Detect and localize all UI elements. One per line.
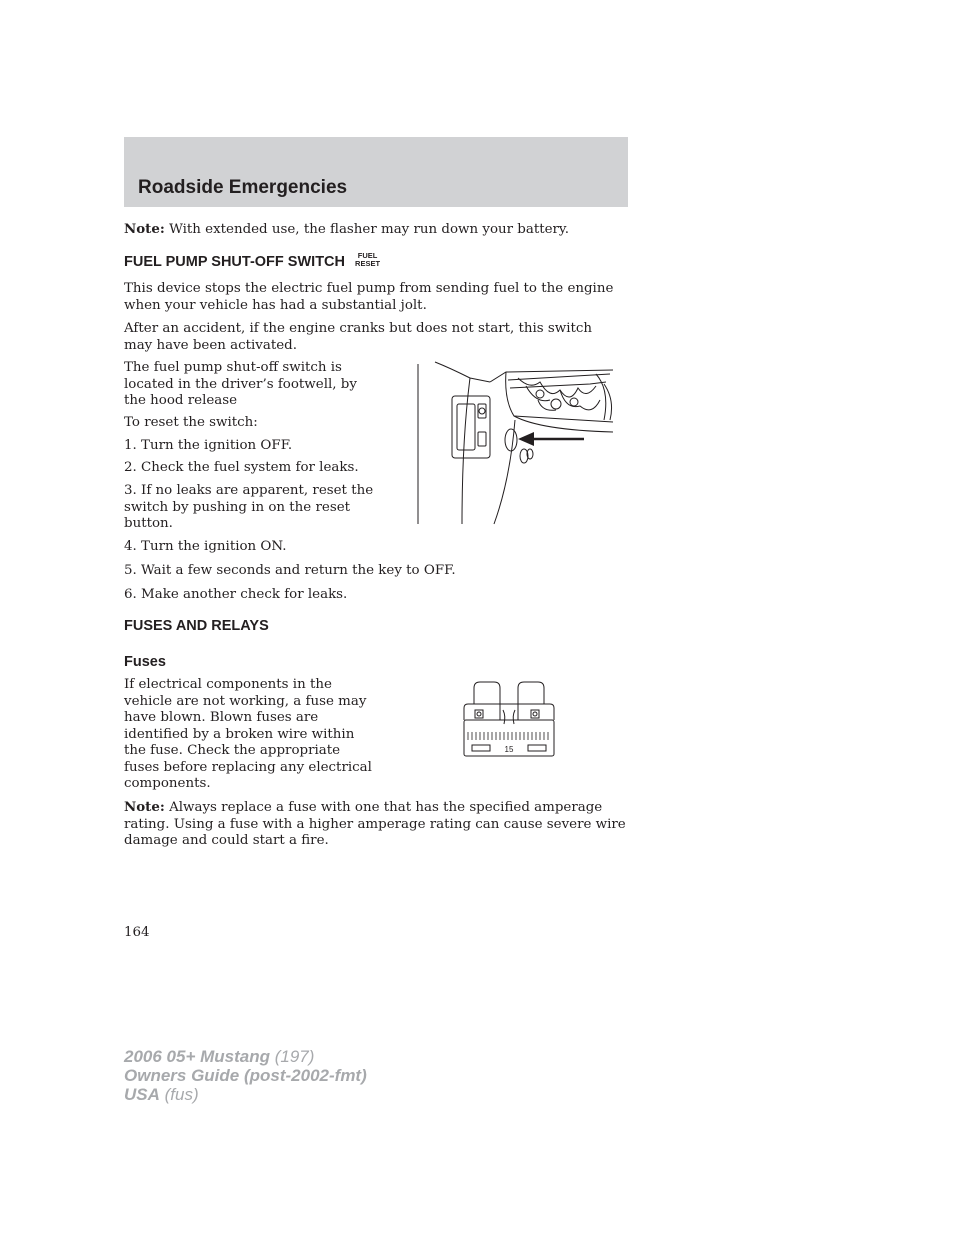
footer-model-code: (197): [270, 1047, 315, 1066]
reset-step-1: 1. Turn the ignition OFF.: [124, 438, 293, 453]
fuse-note-label: Note:: [124, 799, 165, 815]
fuel-pump-heading: [124, 251, 381, 270]
footer-line-2: [124, 1066, 367, 1085]
fuse-note-text: Always replace a fuse with one that has the specified amperage rating. Using a fuse with a higher amperage rating can cause severe wire damage and could start a fire.: [124, 800, 626, 848]
reset-step-5: 5. Wait a few seconds and return the key to OFF.: [124, 563, 456, 578]
section-title: Roadside Emergencies: [138, 177, 348, 198]
note-fuse: [124, 799, 628, 850]
fuse-illustration: [462, 680, 556, 759]
reset-step-6: 6. Make another check for leaks.: [124, 587, 348, 602]
reset-step-3: 3. If no leaks are apparent, reset the switch by pushing in on the reset button.: [124, 483, 374, 531]
fuses-relays-heading: FUSES AND RELAYS: [124, 618, 269, 634]
note-text: With extended use, the flasher may run down your battery.: [164, 222, 569, 237]
footer-market-code: (fus): [159, 1085, 199, 1104]
fuel-pump-location: The fuel pump shut-off switch is located in the driver’s footwell, by the hood release: [124, 360, 357, 408]
reset-step-2: 2. Check the fuel system for leaks.: [124, 460, 359, 475]
fuel-reset-icon-line2: RESET: [355, 259, 381, 269]
fuel-reset-icon: [355, 252, 380, 268]
fuel-pump-para2: After an accident, if the engine cranks but does not start, this switch may have been activated.: [124, 321, 593, 353]
footer-guide: Owners Guide (post-2002-fmt): [124, 1066, 367, 1085]
footer-line-1: [124, 1047, 367, 1066]
reset-step-4: 4. Turn the ignition ON.: [124, 539, 287, 554]
fuel-reset-icon-line1: FUEL: [357, 251, 378, 261]
document-footer: [124, 1047, 367, 1104]
note-flasher: [124, 221, 628, 239]
fuel-pump-heading-text: FUEL PUMP SHUT-OFF SWITCH: [124, 254, 345, 270]
section-header-band: [124, 137, 628, 207]
footer-market: USA: [124, 1085, 160, 1104]
fuel-pump-para1: This device stops the electric fuel pump from sending fuel to the engine when your vehicle has had a substantial jolt.: [124, 281, 614, 313]
reset-intro: To reset the switch:: [124, 415, 258, 430]
fuel-pump-switch-illustration: [410, 360, 615, 528]
page-number: 164: [124, 925, 150, 940]
fuses-subheading: Fuses: [124, 654, 166, 670]
fuses-para: If electrical components in the vehicle are not working, a fuse may have blown. Blown fuses are identified by a broken wire within the fuse. Check the appropriate fuses before replacing any electrical components.: [124, 677, 372, 791]
fuse-amperage-label: 15: [504, 745, 514, 754]
footer-line-3: [124, 1085, 367, 1104]
note-label: Note:: [124, 221, 165, 237]
footer-model: 2006 05+ Mustang: [124, 1047, 270, 1066]
